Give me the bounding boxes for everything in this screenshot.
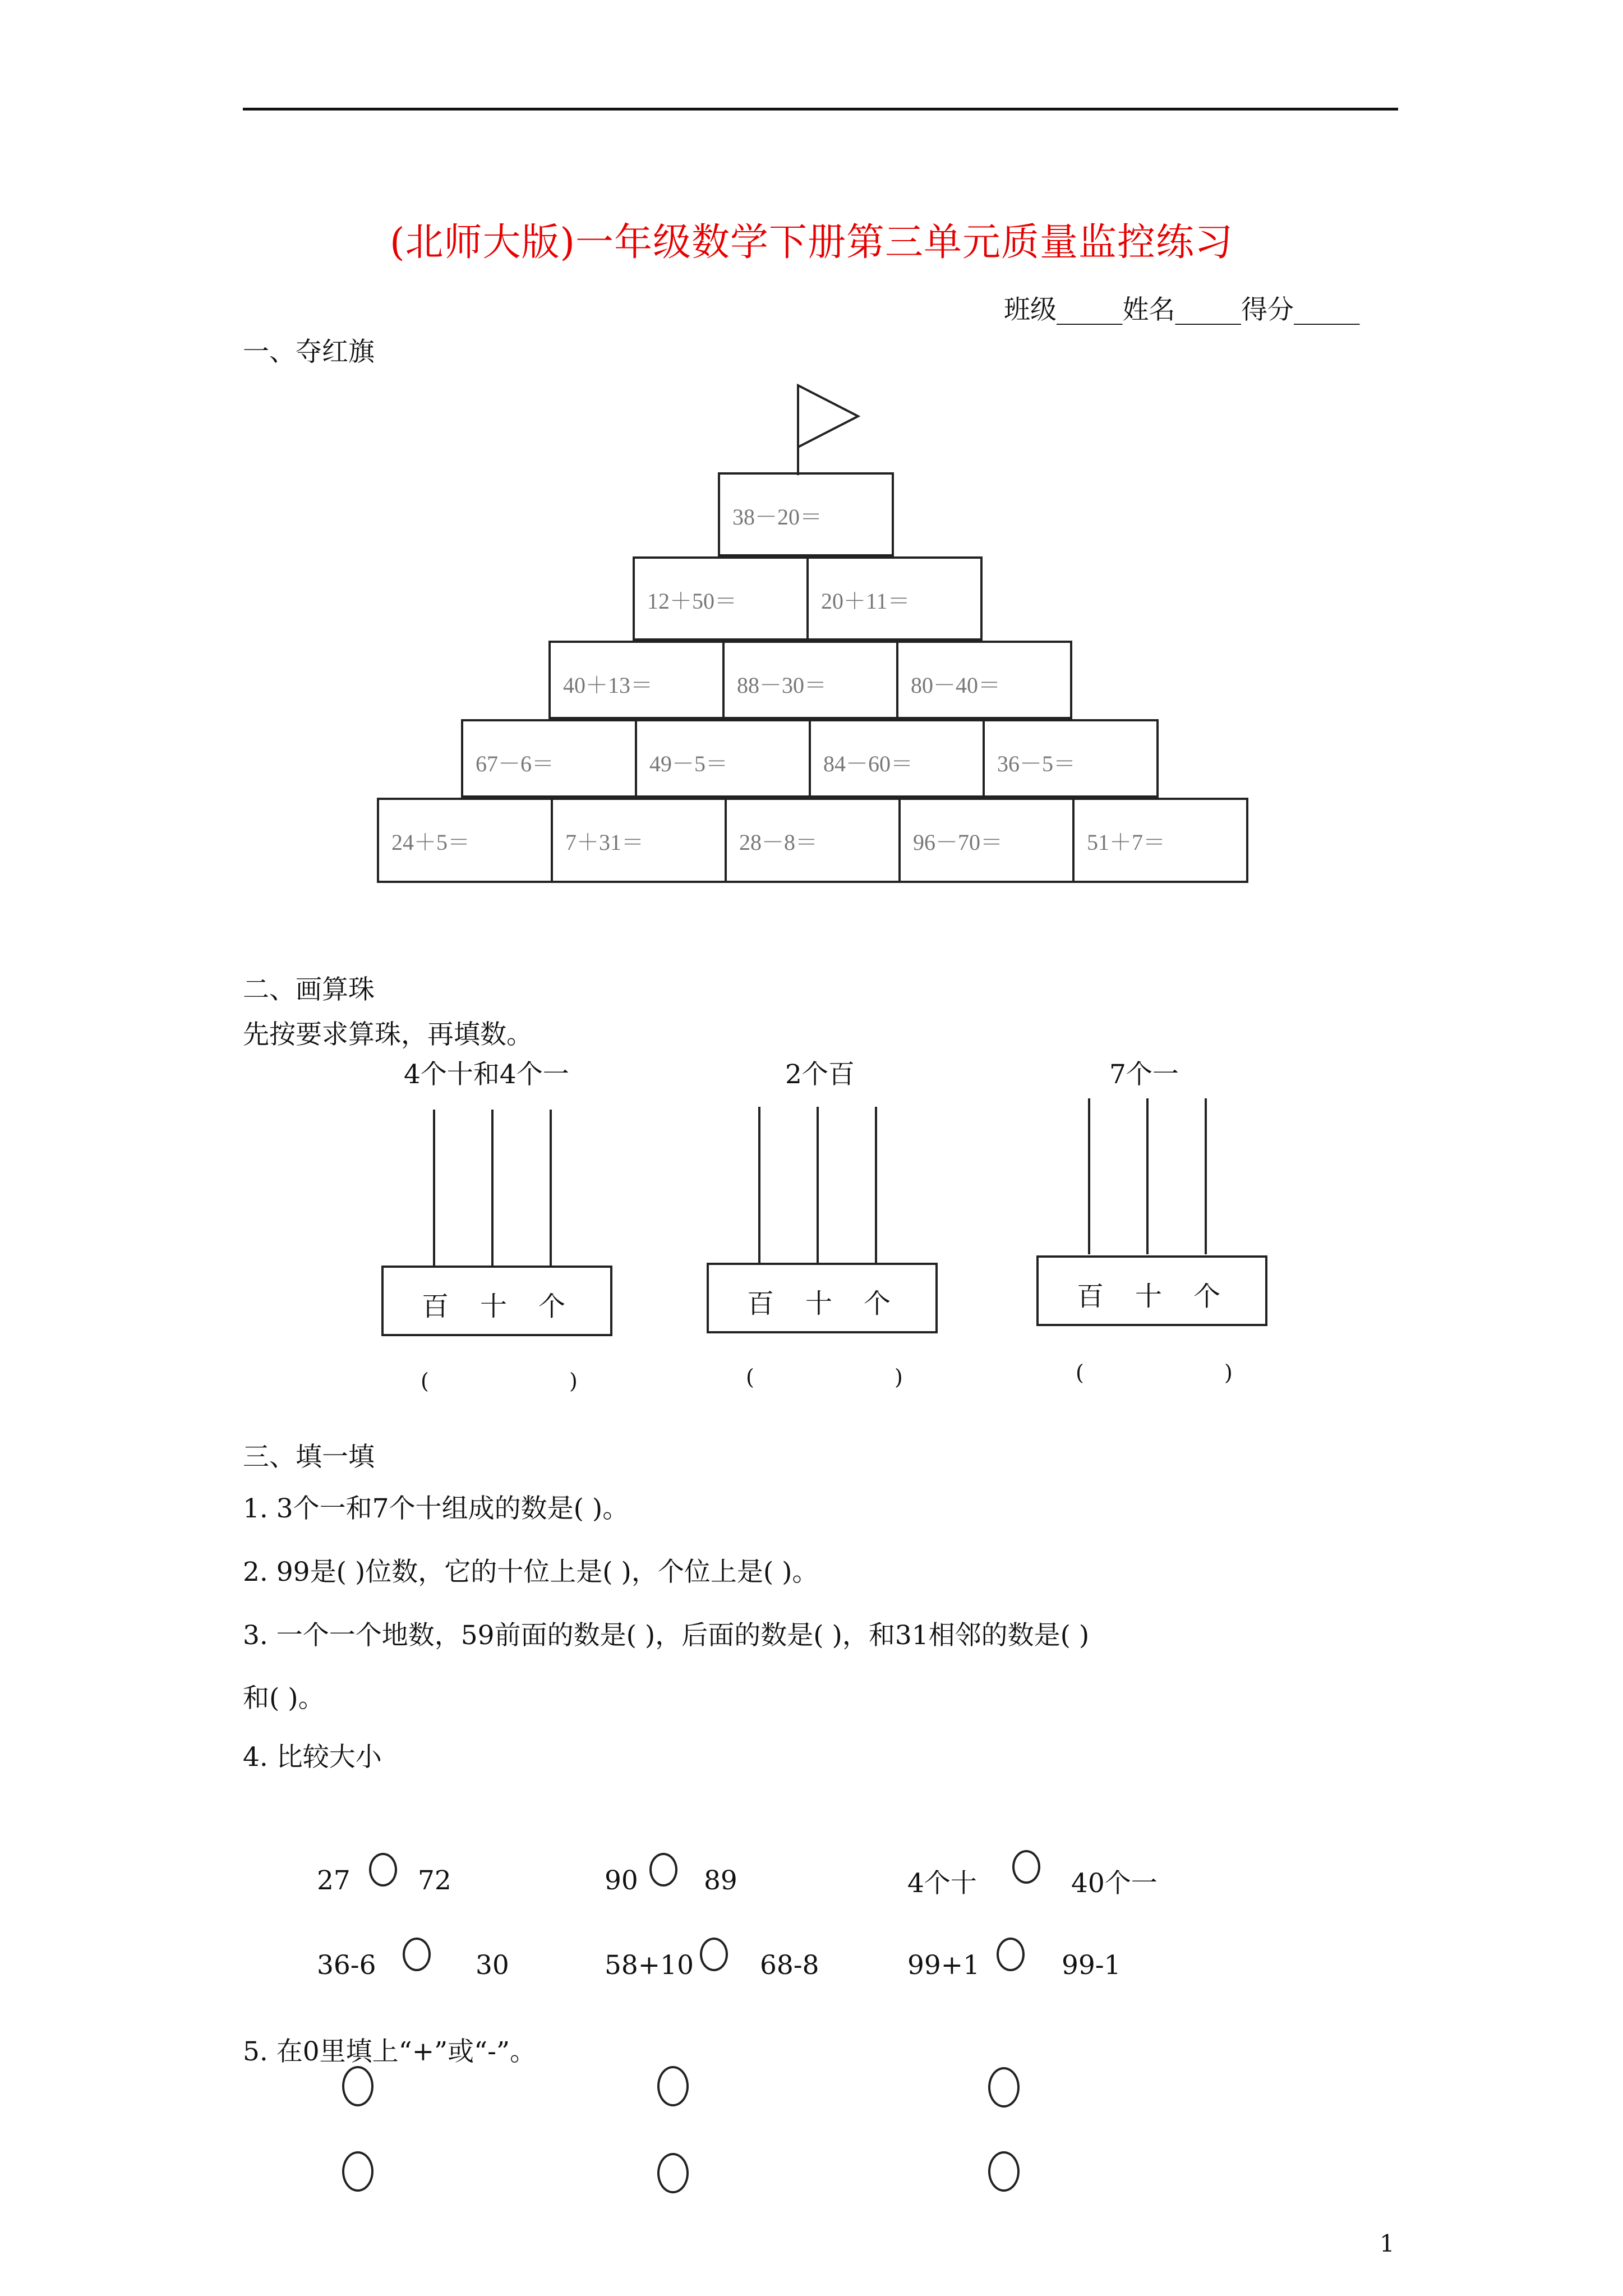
abacus-label: 2个百 [785,1059,855,1090]
answer-circle[interactable] [988,2067,1020,2108]
pyramid-cell[interactable] [809,719,985,798]
pyramid-expression: 84－60＝ [823,751,913,776]
answer-circle[interactable] [657,2066,689,2106]
question-3-line-1: 3. 一个一个地数，59前面的数是( )，后面的数是( )，和31相邻的数是( ) [243,1620,1090,1651]
flag-icon [788,383,878,478]
pyramid-cell[interactable] [1072,798,1248,883]
pyramid-cell[interactable] [806,556,983,641]
answer-paren-open[interactable]: ( [1076,1360,1084,1385]
place-value-label: 百 [1077,1281,1104,1312]
abacus-label: 7个一 [1109,1059,1179,1090]
abacus-base [707,1263,938,1333]
answer-paren-close[interactable]: ) [569,1369,578,1393]
abacus-rod[interactable] [1088,1098,1090,1254]
page-title: (北师大版)一年级数学下册第三单元质量监控练习 [389,220,1234,265]
place-value-label: 百 [422,1291,449,1322]
pyramid-expression: 49－5＝ [649,751,728,776]
answer-paren-close[interactable]: ) [1224,1360,1233,1385]
abacus-rod[interactable] [758,1107,760,1263]
compare-right: 30 [476,1950,509,1981]
compare-right: 89 [704,1865,737,1896]
pyramid-expression: 20＋11＝ [821,588,910,614]
pyramid-expression: 88－30＝ [737,673,827,698]
pyramid-expression: 96－70＝ [913,830,1003,855]
pyramid-cell[interactable] [551,798,727,883]
section-2-heading: 二、画算珠 [243,974,375,1005]
pyramid-cell[interactable] [983,719,1159,798]
pyramid-expression: 12＋50＝ [647,588,737,614]
abacus-rod[interactable] [550,1110,552,1266]
answer-paren-open[interactable]: ( [421,1369,429,1393]
answer-paren-open[interactable]: ( [746,1365,754,1389]
place-value-label: 百 [747,1288,774,1319]
pyramid-expression: 40＋13＝ [563,673,653,698]
place-value-label: 个 [864,1288,891,1319]
abacus-rod[interactable] [433,1110,435,1266]
pyramid-expression: 36－5＝ [997,751,1076,776]
question-3-line-2: 和( )。 [243,1683,325,1714]
class-field: 班级_____ [1004,295,1123,325]
pyramid-cell[interactable] [718,472,894,556]
pyramid-expression: 28－8＝ [739,830,818,855]
place-value-label: 个 [538,1291,566,1322]
compare-left: 99+1 [907,1950,980,1981]
pyramid-expression: 38－20＝ [732,504,822,530]
compare-left: 58+10 [605,1950,694,1981]
pyramid-cell[interactable] [548,641,725,719]
abacus-base [1036,1255,1267,1326]
pyramid-expression: 7＋31＝ [565,830,644,855]
question-5: 5. 在0里填上“+”或“-”。 [243,2036,537,2067]
section-1-heading: 一、夺红旗 [243,337,375,367]
pyramid-cell[interactable] [633,556,809,641]
pyramid-cell[interactable] [461,719,637,798]
section-2-instruction: 先按要求算珠，再填数。 [243,1019,533,1050]
abacus-base [381,1266,612,1336]
compare-circle[interactable] [369,1853,397,1887]
compare-circle[interactable] [403,1938,431,1971]
compare-circle[interactable] [700,1938,728,1971]
pyramid-cell[interactable] [725,798,901,883]
student-info [1004,289,1360,326]
question-4: 4. 比较大小 [243,1742,382,1773]
name-field: 姓名_____ [1122,295,1241,325]
answer-circle[interactable] [657,2153,689,2193]
compare-right: 72 [418,1865,451,1896]
place-value-label: 十 [1135,1281,1163,1312]
compare-circle[interactable] [997,1938,1025,1971]
question-2: 2. 99是( )位数，它的十位上是( )，个位上是( )。 [243,1557,819,1588]
compare-left: 36-6 [317,1950,376,1981]
answer-circle[interactable] [988,2151,1020,2192]
compare-right: 99-1 [1062,1950,1121,1981]
compare-right: 40个一 [1071,1868,1158,1899]
compare-right: 68-8 [760,1950,819,1981]
compare-circle[interactable] [649,1853,677,1887]
pyramid-expression: 51＋7＝ [1087,830,1165,855]
compare-circle[interactable] [1012,1850,1040,1884]
place-value-label: 十 [480,1291,508,1322]
compare-left: 90 [605,1865,638,1896]
abacus-rod[interactable] [491,1110,494,1266]
pyramid-cell[interactable] [722,641,898,719]
abacus-label: 4个十和4个一 [404,1059,569,1090]
place-value-label: 十 [805,1288,833,1319]
pyramid-expression: 67－6＝ [476,751,554,776]
pyramid-cell[interactable] [377,798,553,883]
pyramid-cell[interactable] [898,798,1075,883]
pyramid-cell[interactable] [896,641,1072,719]
compare-left: 4个十 [907,1868,977,1899]
page-number: 1 [1380,2230,1395,2257]
score-field: 得分_____ [1241,295,1360,325]
answer-paren-close[interactable]: ) [895,1365,903,1389]
abacus-rod[interactable] [875,1107,877,1263]
pyramid-cell[interactable] [635,719,811,798]
place-value-label: 个 [1193,1281,1221,1312]
answer-circle[interactable] [342,2151,374,2192]
top-rule [243,108,1398,111]
section-3-heading: 三、填一填 [243,1442,375,1473]
abacus-rod[interactable] [1205,1098,1207,1254]
question-1: 1. 3个一和7个十组成的数是( )。 [243,1493,629,1524]
pyramid-expression: 24＋5＝ [391,830,470,855]
pyramid-expression: 80－40＝ [911,673,1000,698]
answer-circle[interactable] [342,2066,374,2106]
abacus-rod[interactable] [817,1107,819,1263]
compare-left: 27 [317,1865,351,1896]
abacus-rod[interactable] [1146,1098,1149,1254]
